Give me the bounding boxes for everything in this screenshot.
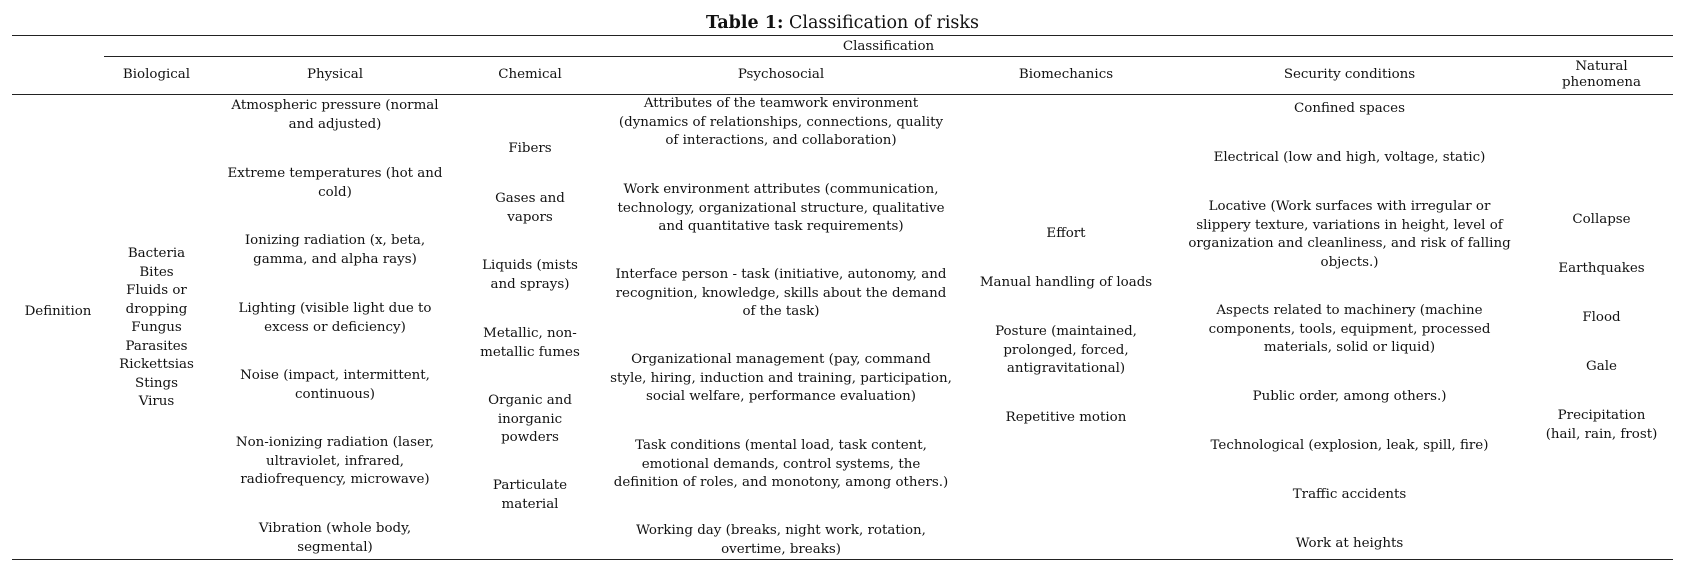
physical-item: Vibration (whole body, segmental) <box>258 521 412 555</box>
natural-item: Gale <box>1586 359 1617 374</box>
biomechanics-column <box>963 0 1169 563</box>
psychosocial-column <box>599 0 963 563</box>
natural-phenomena-column <box>1530 0 1673 563</box>
psychosocial-item: Attributes of the teamwork environment (dynamics of relationships, connections, quality of interactions, and collaboration) <box>618 96 944 148</box>
biomechanics-item: Posture (maintained, prolonged, forced, antigravitational) <box>995 324 1137 376</box>
psychosocial-item: Organizational management (pay, command style, hiring, induction and training, participation, social welfare, performance evaluation) <box>610 352 952 404</box>
header-biomechanics: Biomechanics <box>1018 67 1114 82</box>
table-label: Table 1: <box>705 13 784 33</box>
security-conditions-column <box>1169 0 1530 563</box>
biomechanics-item: Repetitive motion <box>1005 410 1127 425</box>
header-physical: Physical <box>306 67 364 82</box>
psychosocial-item: Task conditions (mental load, task content, emotional demands, control systems, the definition of roles, and monotony, among others.) <box>613 438 949 490</box>
header-natural-phenomena: Natural phenomena <box>1561 59 1642 90</box>
psychosocial-item: Work environment attributes (communication, technology, organizational structure, qualitative and quantitative task requirements) <box>617 182 945 234</box>
chemical-item: Gases and vapors <box>495 191 565 225</box>
biomechanics-item: Effort <box>1046 226 1086 241</box>
natural-item: Precipitation (hail, rain, frost) <box>1545 408 1658 442</box>
security-item: Locative (Work surfaces with irregular or slippery texture, variations in height, level of organization and cleanliness, and risk of falling objects.) <box>1188 199 1511 270</box>
header-psychosocial: Psychosocial <box>737 67 825 82</box>
header-security-conditions: Security conditions <box>1283 67 1416 82</box>
psychosocial-item: Interface person - task (initiative, autonomy, and recognition, knowledge, skills about the demand of the task) <box>615 267 947 319</box>
physical-item: Noise (impact, intermittent, continuous) <box>240 368 430 402</box>
chemical-item: Fibers <box>508 141 552 156</box>
natural-item: Earthquakes <box>1558 261 1645 276</box>
biological-list: Bacteria Bites Fluids or dropping Fungus Parasites Rickettsias Stings Virus <box>119 246 194 409</box>
natural-item: Flood <box>1582 310 1621 325</box>
table-caption: Classification of risks <box>789 13 979 33</box>
chemical-item: Liquids (mists and sprays) <box>482 258 578 292</box>
header-chemical: Chemical <box>498 67 562 82</box>
physical-item: Atmospheric pressure (normal and adjusted) <box>231 98 439 132</box>
physical-item: Non-ionizing radiation (laser, ultraviolet, infrared, radiofrequency, microwave) <box>235 435 435 487</box>
biomechanics-item: Manual handling of loads <box>979 275 1153 290</box>
chemical-item: Metallic, non- metallic fumes <box>480 326 580 360</box>
physical-item: Ionizing radiation (x, beta, gamma, and alpha rays) <box>244 233 426 267</box>
classification-header: Classification <box>842 39 935 54</box>
physical-item: Extreme temperatures (hot and cold) <box>227 166 443 200</box>
security-item: Traffic accidents <box>1292 487 1407 502</box>
chemical-item: Particulate material <box>492 478 568 512</box>
row-label-definition: Definition <box>24 304 92 319</box>
header-biological: Biological <box>122 67 191 82</box>
security-item: Work at heights <box>1295 536 1404 551</box>
natural-item: Collapse <box>1572 212 1631 227</box>
chemical-item: Organic and inorganic powders <box>488 393 572 445</box>
security-item: Aspects related to machinery (machine components, tools, equipment, processed materials, solid or liquid) <box>1208 303 1491 355</box>
physical-item: Lighting (visible light due to excess or deficiency) <box>238 301 432 335</box>
security-item: Electrical (low and high, voltage, static) <box>1213 150 1486 165</box>
security-item: Technological (explosion, leak, spill, fire) <box>1210 438 1489 453</box>
security-item: Confined spaces <box>1294 101 1405 116</box>
physical-column <box>209 0 461 563</box>
security-item: Public order, among others.) <box>1252 389 1447 404</box>
psychosocial-item: Working day (breaks, night work, rotation, overtime, breaks) <box>636 523 926 557</box>
chemical-column <box>461 0 599 563</box>
